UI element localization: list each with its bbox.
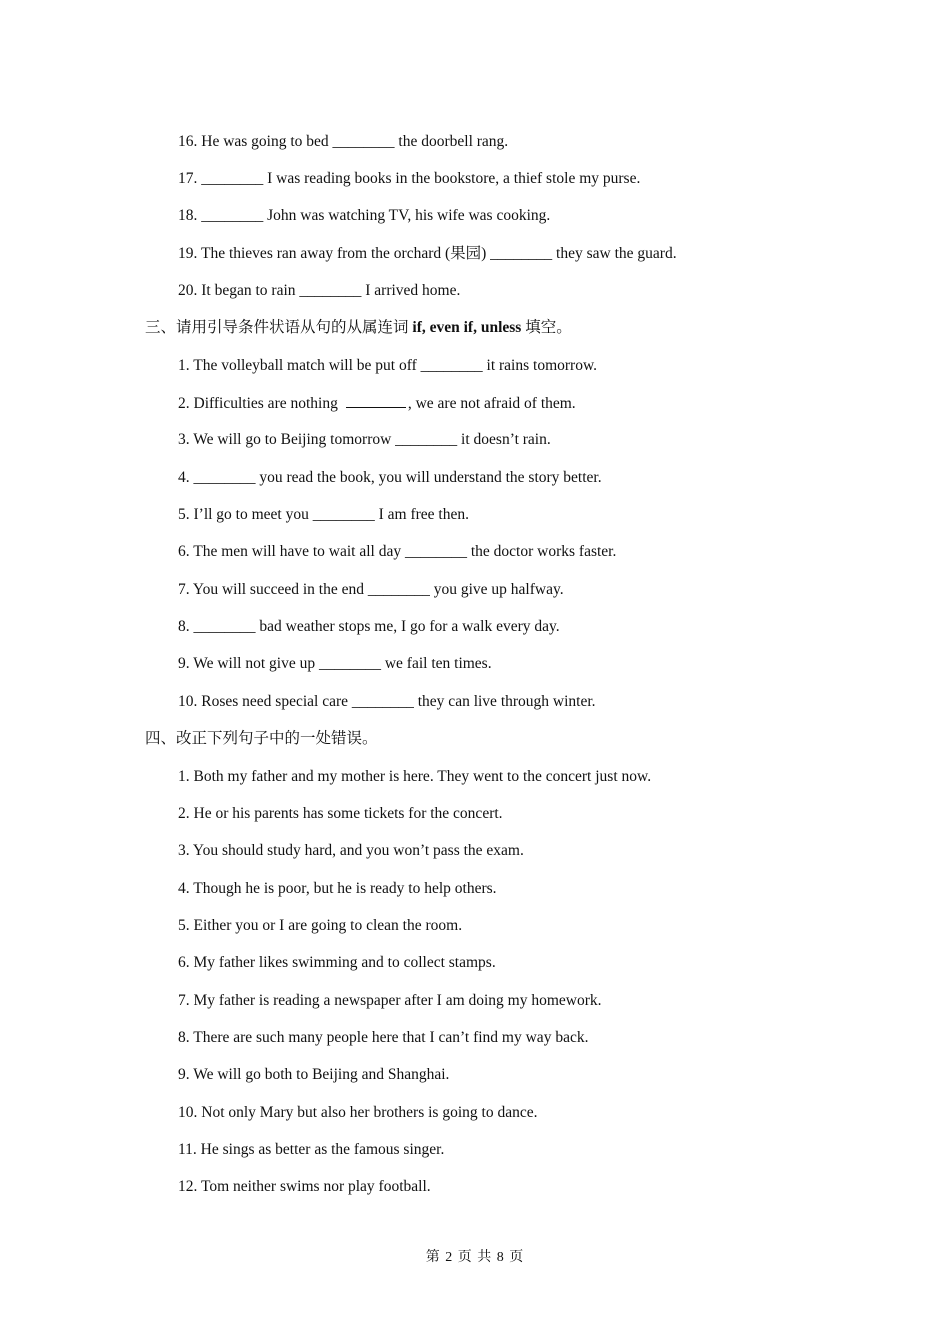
section-4-item-3: 3. You should study hard, and you won’t pass the exam. xyxy=(178,842,524,859)
section-3-heading-keywords: if, even if, unless xyxy=(412,319,522,336)
section-4-item-4: 4. Though he is poor, but he is ready to help others. xyxy=(178,880,497,897)
section-3-item-9: 9. We will not give up ________ we fail ten times. xyxy=(178,655,492,672)
section-3-heading-prefix: 三、请用引导条件状语从句的从属连词 xyxy=(145,319,413,336)
section-4-item-9: 9. We will go both to Beijing and Shanghai. xyxy=(178,1066,450,1083)
section-4-item-11: 11. He sings as better as the famous singer. xyxy=(178,1141,445,1158)
section-4-item-5: 5. Either you or I are going to clean the room. xyxy=(178,917,463,934)
section-4-item-12: 12. Tom neither swims nor play football. xyxy=(178,1178,431,1195)
section-3-item-7: 7. You will succeed in the end ________ you give up halfway. xyxy=(178,581,564,598)
section-3-item-2-after: , we are not afraid of them. xyxy=(407,395,576,412)
section-4-item-7: 7. My father is reading a newspaper after I am doing my homework. xyxy=(178,992,602,1009)
section-3-heading-suffix: 填空。 xyxy=(521,319,572,336)
section-3-item-10: 10. Roses need special care ________ they can live through winter. xyxy=(178,693,596,710)
section-4-heading: 四、改正下列句子中的一处错误。 xyxy=(145,730,378,747)
section-4-item-1: 1. Both my father and my mother is here. They went to the concert just now. xyxy=(178,768,652,785)
exercise-item-16: 16. He was going to bed ________ the doorbell rang. xyxy=(178,133,509,150)
section-3-heading xyxy=(145,318,572,338)
section-4-item-8: 8. There are such many people here that I can’t find my way back. xyxy=(178,1029,589,1046)
section-4-item-10: 10. Not only Mary but also her brothers is going to dance. xyxy=(178,1104,538,1121)
section-3-item-8: 8. ________ bad weather stops me, I go for a walk every day. xyxy=(178,618,560,635)
section-3-item-5: 5. I’ll go to meet you ________ I am free then. xyxy=(178,506,469,523)
section-4-item-6: 6. My father likes swimming and to collect stamps. xyxy=(178,954,496,971)
section-3-item-2-before: 2. Difficulties are nothing xyxy=(178,395,338,412)
section-3-item-4: 4. ________ you read the book, you will understand the story better. xyxy=(178,469,602,486)
page-number-footer: 第 2 页 共 8 页 xyxy=(425,1250,525,1265)
section-4-item-2: 2. He or his parents has some tickets for the concert. xyxy=(178,805,503,822)
answer-blank xyxy=(346,393,406,408)
exercise-item-19: 19. The thieves ran away from the orchard (果园) ________ they saw the guard. xyxy=(178,245,677,262)
exercise-item-20: 20. It began to rain ________ I arrived home. xyxy=(178,282,461,299)
exercise-item-18: 18. ________ John was watching TV, his wife was cooking. xyxy=(178,207,551,224)
section-3-item-6: 6. The men will have to wait all day ________ the doctor works faster. xyxy=(178,543,617,560)
exercise-item-17: 17. ________ I was reading books in the bookstore, a thief stole my purse. xyxy=(178,170,641,187)
section-3-item-1: 1. The volleyball match will be put off ________ it rains tomorrow. xyxy=(178,357,598,374)
section-3-item-2 xyxy=(178,393,576,414)
section-3-item-3: 3. We will go to Beijing tomorrow ________ it doesn’t rain. xyxy=(178,431,551,448)
